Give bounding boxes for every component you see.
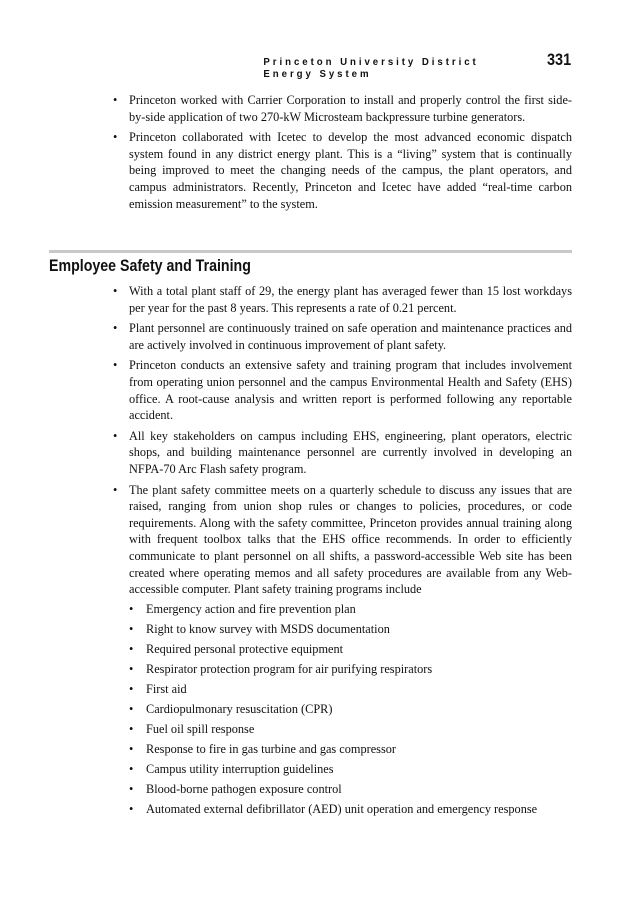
list-item-committee <box>113 482 572 818</box>
training-item: • Right to know survey with MSDS documentation <box>129 621 572 638</box>
training-item: • Cardiopulmonary resuscitation (CPR) <box>129 701 572 718</box>
list-item: • With a total plant staff of 29, the energy plant has averaged fewer than 15 lost workdays per year for the past 8 years. This represents a rate of 0.21 percent. <box>113 283 572 316</box>
list-item: • Princeton collaborated with Icetec to develop the most advanced economic dispatch system found in any district energy plant. This is a “living” system that is continually being improved to meet the changing needs of the campus, the plant operators, and campus administrators. Recently, Princeton and Icetec have added “real-time carbon emission measurement” to the system. <box>113 129 572 212</box>
training-item: • First aid <box>129 681 572 698</box>
safety-bullet-list <box>113 283 572 822</box>
training-program-list <box>129 601 572 817</box>
training-item: • Response to fire in gas turbine and gas compressor <box>129 741 572 758</box>
training-item: • Campus utility interruption guidelines <box>129 761 572 778</box>
training-item: • Required personal protective equipment <box>129 641 572 658</box>
page-number: 331 <box>546 50 571 69</box>
training-item: • Fuel oil spill response <box>129 721 572 738</box>
top-bullet-list <box>113 92 572 216</box>
running-head <box>240 50 575 80</box>
list-item: • Princeton conducts an extensive safety and training program that includes involvement from operating union personnel and the campus Environmental Health and Safety (EHS) office. A root-cause analysis and written report is performed following any reportable accident. <box>113 357 572 423</box>
training-item: • Emergency action and fire prevention plan <box>129 601 572 618</box>
list-item: • Princeton worked with Carrier Corporation to install and properly control the first side-by-side application of two 270-kW Microsteam backpressure turbine generators. <box>113 92 572 125</box>
committee-text: The plant safety committee meets on a quarterly schedule to discuss any issues that are raised, ranging from union shop rules or changes to policies, procedures, or code requirements. Along with the safety committee, Princeton provides annual training along with frequent toolbox talks that the EHS office recommends. In order to efficiently communicate to plant personnel on all shifts, a password-accessible Web site has been created where operating memos and all safety procedures are available from any Web-accessible computer. Plant safety training programs include <box>129 482 572 597</box>
training-item: • Respirator protection program for air purifying respirators <box>129 661 572 678</box>
section-heading: Employee Safety and Training <box>49 257 251 275</box>
running-head-title: Princeton University District Energy System <box>263 56 479 80</box>
training-item: • Blood-borne pathogen exposure control <box>129 781 572 798</box>
list-item: • Plant personnel are continuously trained on safe operation and maintenance practices and are actively involved in continuous improvement of plant safety. <box>113 320 572 353</box>
list-item: • All key stakeholders on campus including EHS, engineering, plant operators, electric shops, and building maintenance personnel are currently involved in developing an NFPA-70 Arc Flash safety program. <box>113 428 572 478</box>
section-divider <box>49 250 572 253</box>
training-item: • Automated external defibrillator (AED) unit operation and emergency response <box>129 801 572 818</box>
